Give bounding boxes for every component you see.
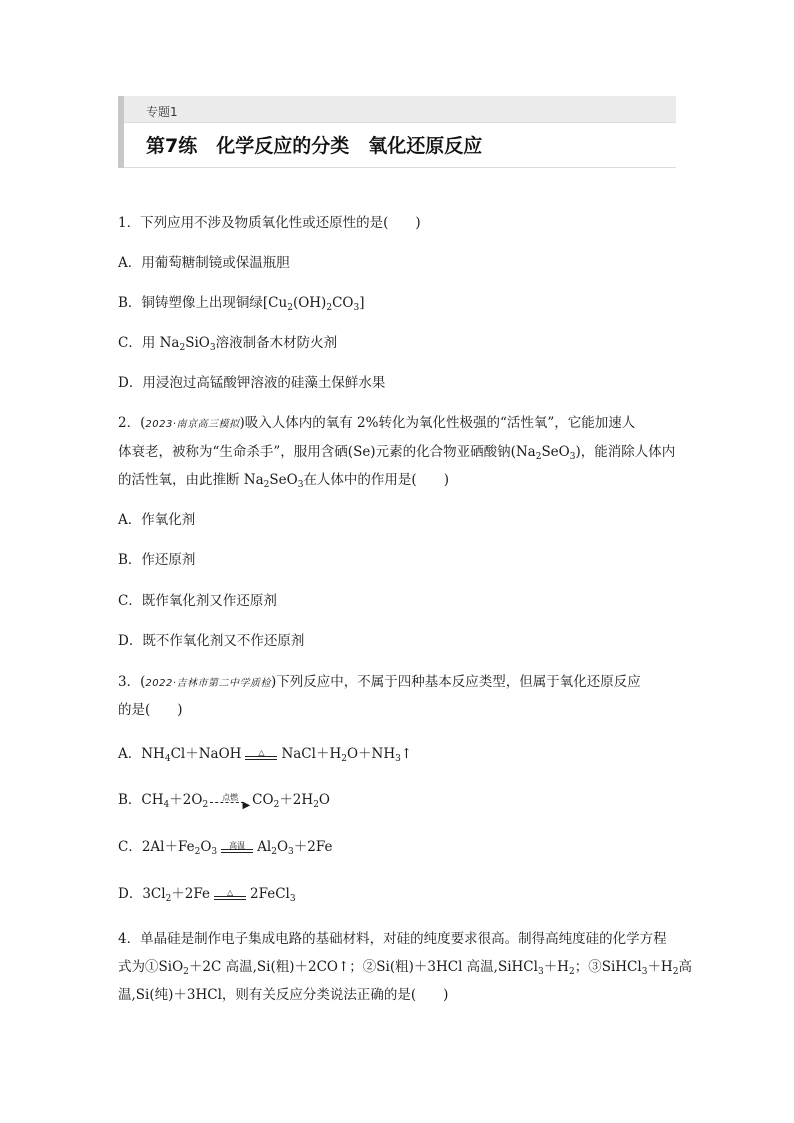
q3-option-d: D．$3Cl_2+2Fe$ △ 2FeCl$_3$ [118, 886, 296, 904]
heat-condition-equals: △ [245, 745, 277, 765]
heat-condition-equals-d: △ [214, 885, 246, 905]
q1-option-a: A．用葡萄糖制镜或保温瓶胆 [118, 255, 290, 271]
high-temp-condition-equals: 高温 [221, 838, 253, 858]
q2-option-c: C．既作氧化剂又作还原剂 [118, 593, 277, 609]
q3-option-c: C．$2Al+Fe_2O_3$ 高温 $Al_2O_3+2Fe$ [118, 839, 333, 857]
q3-stem-line-2: 的是( ) [118, 702, 183, 718]
ignite-arrow: 点燃 ▶ [210, 791, 250, 811]
q2-option-b: B．作还原剂 [118, 552, 196, 568]
q2-stem-line-3: 的活性氧，由此推断 $Na_2SeO_3$在人体中的作用是( ) [118, 472, 449, 490]
q1-option-d: D．用浸泡过高锰酸钾溶液的硅藻土保鲜水果 [118, 375, 386, 391]
q2-option-d: D．既不作氧化剂又不作还原剂 [118, 633, 305, 649]
q4-stem-line-1: 4．单晶硅是制作电子集成电路的基础材料，对硅的纯度要求很高。制得高纯度硅的化学方程 [118, 931, 667, 947]
q1-option-c: C．用 $Na_2SiO_3$溶液制备木材防火剂 [118, 335, 338, 353]
q3-option-b: B．$CH_4+2O_2$ 点燃 ▶ $CO_2+2H_2O$ [118, 792, 330, 811]
q2-source: 2023·南京高三模拟 [145, 419, 240, 430]
q2-option-a: A．作氧化剂 [118, 512, 196, 528]
q4-stem-line-3: 温,Si(纯)＋3HCl，则有关反应分类说法正确的是( ) [118, 987, 449, 1003]
section-header [118, 96, 676, 168]
q2-stem-line-1: 2．(2023·南京高三模拟)吸入人体内的氧有 2%转化为氧化性极强的“活性氧”，它能加速人 [118, 415, 636, 431]
q3-source: 2022·吉林市第二中学质检 [145, 678, 271, 689]
topic-label: 专题1 [146, 105, 178, 119]
q1-option-b: B．铜铸塑像上出现铜绿$[Cu_2(OH)_2CO_3]$ [118, 295, 365, 313]
q2-stem-line-2: 体衰老，被称为“生命杀手”，服用含硒(Se)元素的化合物亚硒酸钠$(Na_2SeO_3)$，能消除人体内 [118, 444, 676, 462]
page-title: 第7练 化学反应的分类 氧化还原反应 [146, 135, 483, 157]
header-top-band [124, 96, 676, 122]
q3-option-a: A．$NH_4Cl+NaOH$ △ $NaCl+H_2O+NH_3↑$ [118, 746, 413, 764]
q1-stem: 1．下列应用不涉及物质氧化性或还原性的是( ) [118, 215, 421, 231]
q3-stem-line-1: 3．(2022·吉林市第二中学质检)下列反应中，不属于四种基本反应类型，但属于氧化还原反应 [118, 674, 641, 690]
q4-stem-line-2: 式为①SiO$_2$＋2C 高温,Si(粗)＋2CO↑；②Si(粗)＋3HCl 高温$,SiHCl_3+H_2$；$③SiHCl_3+H_2$高 [118, 959, 692, 977]
